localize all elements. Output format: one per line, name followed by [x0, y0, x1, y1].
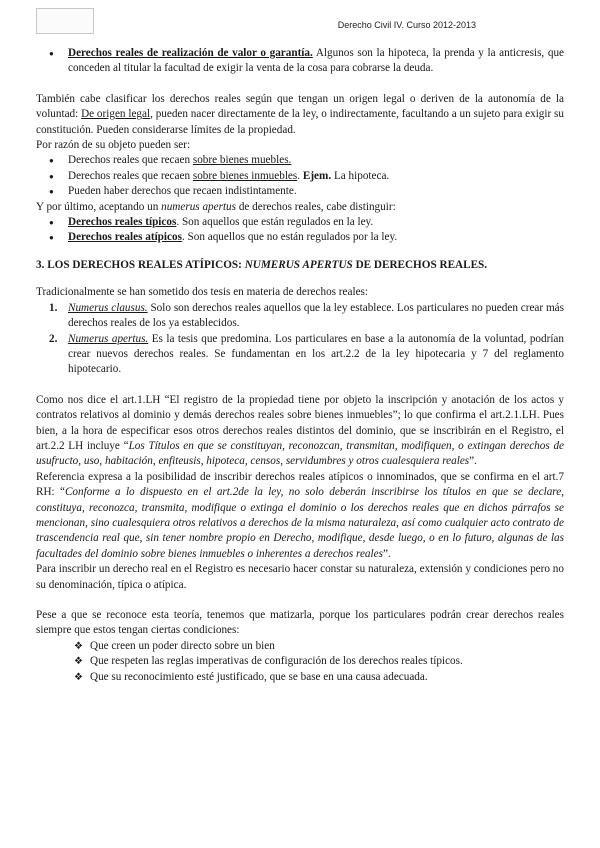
list-item: 2. Numerus apertus. Es la tesis que predomina. Los particulares en base a la autonomía de la voluntad, podrían crear nuevos derechos reales. Se fundamentan en los art.2.2 de la ley hipotecaria y 7 del reglamento hipotecario.	[49, 332, 564, 376]
list-item: ● Derechos reales que recaen sobre bienes inmuebles. Ejem. La hipoteca.	[36, 169, 564, 184]
document-body	[36, 46, 564, 685]
paragraph-lh: Como nos dice el art.1.LH “El registro de la propiedad tiene por objeto la inscripción y anotación de los actos y contratos relativos al dominio y demás derechos reales sobre bienes inmuebles”; lo que confirma el art.2.1.LH. Pues bien, a la hora de especificar esos otros derechos reales distintos del dominio, que se inscribirán en el Registro, el art.2.2 LH incluye “Los Títulos en que se constituyan, reconozcan, transmitan, modifiquen, o extingan derechos de usufructo, uso, habitación, enfiteusis, hipoteca, censos, servidumbres y otros cualesquiera reales”.	[36, 393, 564, 468]
list-item: ❖ Que respeten las reglas imperativas de configuración de los derechos reales típicos.	[36, 654, 564, 669]
paragraph-tradition: Tradicionalmente se han sometido dos tesis en materia de derechos reales:	[36, 286, 369, 299]
paragraph-origin: También cabe clasificar los derechos reales según que tengan un origen legal o deriven de la autonomía de la voluntad: De origen legal, pueden nacer directamente de la ley, o indirectamente, facultando a un sujeto para exigir su constitución. Pueden considerarse límites de la propiedad.	[36, 92, 564, 136]
list-item: ● Derechos reales típicos. Son aquellos que están regulados en la ley.	[36, 215, 564, 230]
list-item: ❖ Que creen un poder directo sobre un bien	[36, 639, 564, 654]
logo-placeholder	[36, 8, 94, 34]
list-item: ● Pueden haber derechos que recaen indistintamente.	[36, 184, 564, 199]
list-item: 1. Numerus clausus. Solo son derechos reales aquellos que la ley establece. Los particulares no pueden crear más derechos reales de los ya establecidos.	[49, 301, 564, 330]
thesis-list	[36, 301, 564, 378]
underlined-term: De origen legal	[81, 108, 151, 121]
list-item: ● Derechos reales atípicos. Son aquellos que no están regulados por la ley.	[36, 230, 564, 245]
section-heading: 3. LOS DERECHOS REALES ATÍPICOS: NUMERUS APERTUS DE DERECHOS REALES.	[36, 258, 488, 271]
paragraph-rh: Referencia expresa a la posibilidad de inscribir derechos reales atípicos o innominados, que se confirma en el art.7 RH: “Conforme a lo dispuesto en el art.2de la ley, no solo deberán inscribirse los títulos en que se declare, constituya, reconozca, transmita, modifique o extinga el dominio o los derechos reales que en dichos párrafos se mencionan, sino cualesquiera otros relativos a derechos de la misma naturaleza, así como cualquier acto contrato de trascendencia real que, sin tener nombre propio en Derecho, modifique, desde luego, o en lo futuro, algunas de las facultades del dominio sobre bienes inmuebles o inherentes a derechos reales”.	[36, 470, 564, 560]
paragraph-inscribir: Para inscribir un derecho real en el Registro es necesario hacer constar su naturaleza, extensión y condiciones pero no su denominación, típica o atípica.	[36, 563, 564, 591]
numerus-list	[36, 215, 564, 246]
list-item	[36, 46, 564, 77]
item-text: Algunos son la hipoteca, la prenda y la anticresis, que conceden al titular la facultad de exigir la venta de la cosa para cobrarse la deuda.	[68, 47, 564, 75]
conditions-list	[36, 639, 564, 685]
running-header: Derecho Civil IV. Curso 2012-2013	[337, 20, 476, 30]
paragraph-numerus: Y por último, aceptando un numerus apertus de derechos reales, cabe distinguir:	[36, 200, 396, 213]
list-item: ● Derechos reales que recaen sobre bienes muebles.	[36, 153, 564, 168]
paragraph-pese: Pese a que se reconoce esta teoría, tenemos que matizarla, porque los particulares podrán crear derechos reales siempre que estos tengan ciertas condiciones:	[36, 609, 564, 637]
paragraph-object: Por razón de su objeto pueden ser:	[36, 139, 191, 152]
bold-term: Derechos reales de realización de valor o garantía.	[68, 47, 313, 59]
list-item: ❖ Que su reconocimiento esté justificado, que se base en una causa adecuada.	[36, 670, 564, 685]
object-list	[36, 153, 564, 199]
